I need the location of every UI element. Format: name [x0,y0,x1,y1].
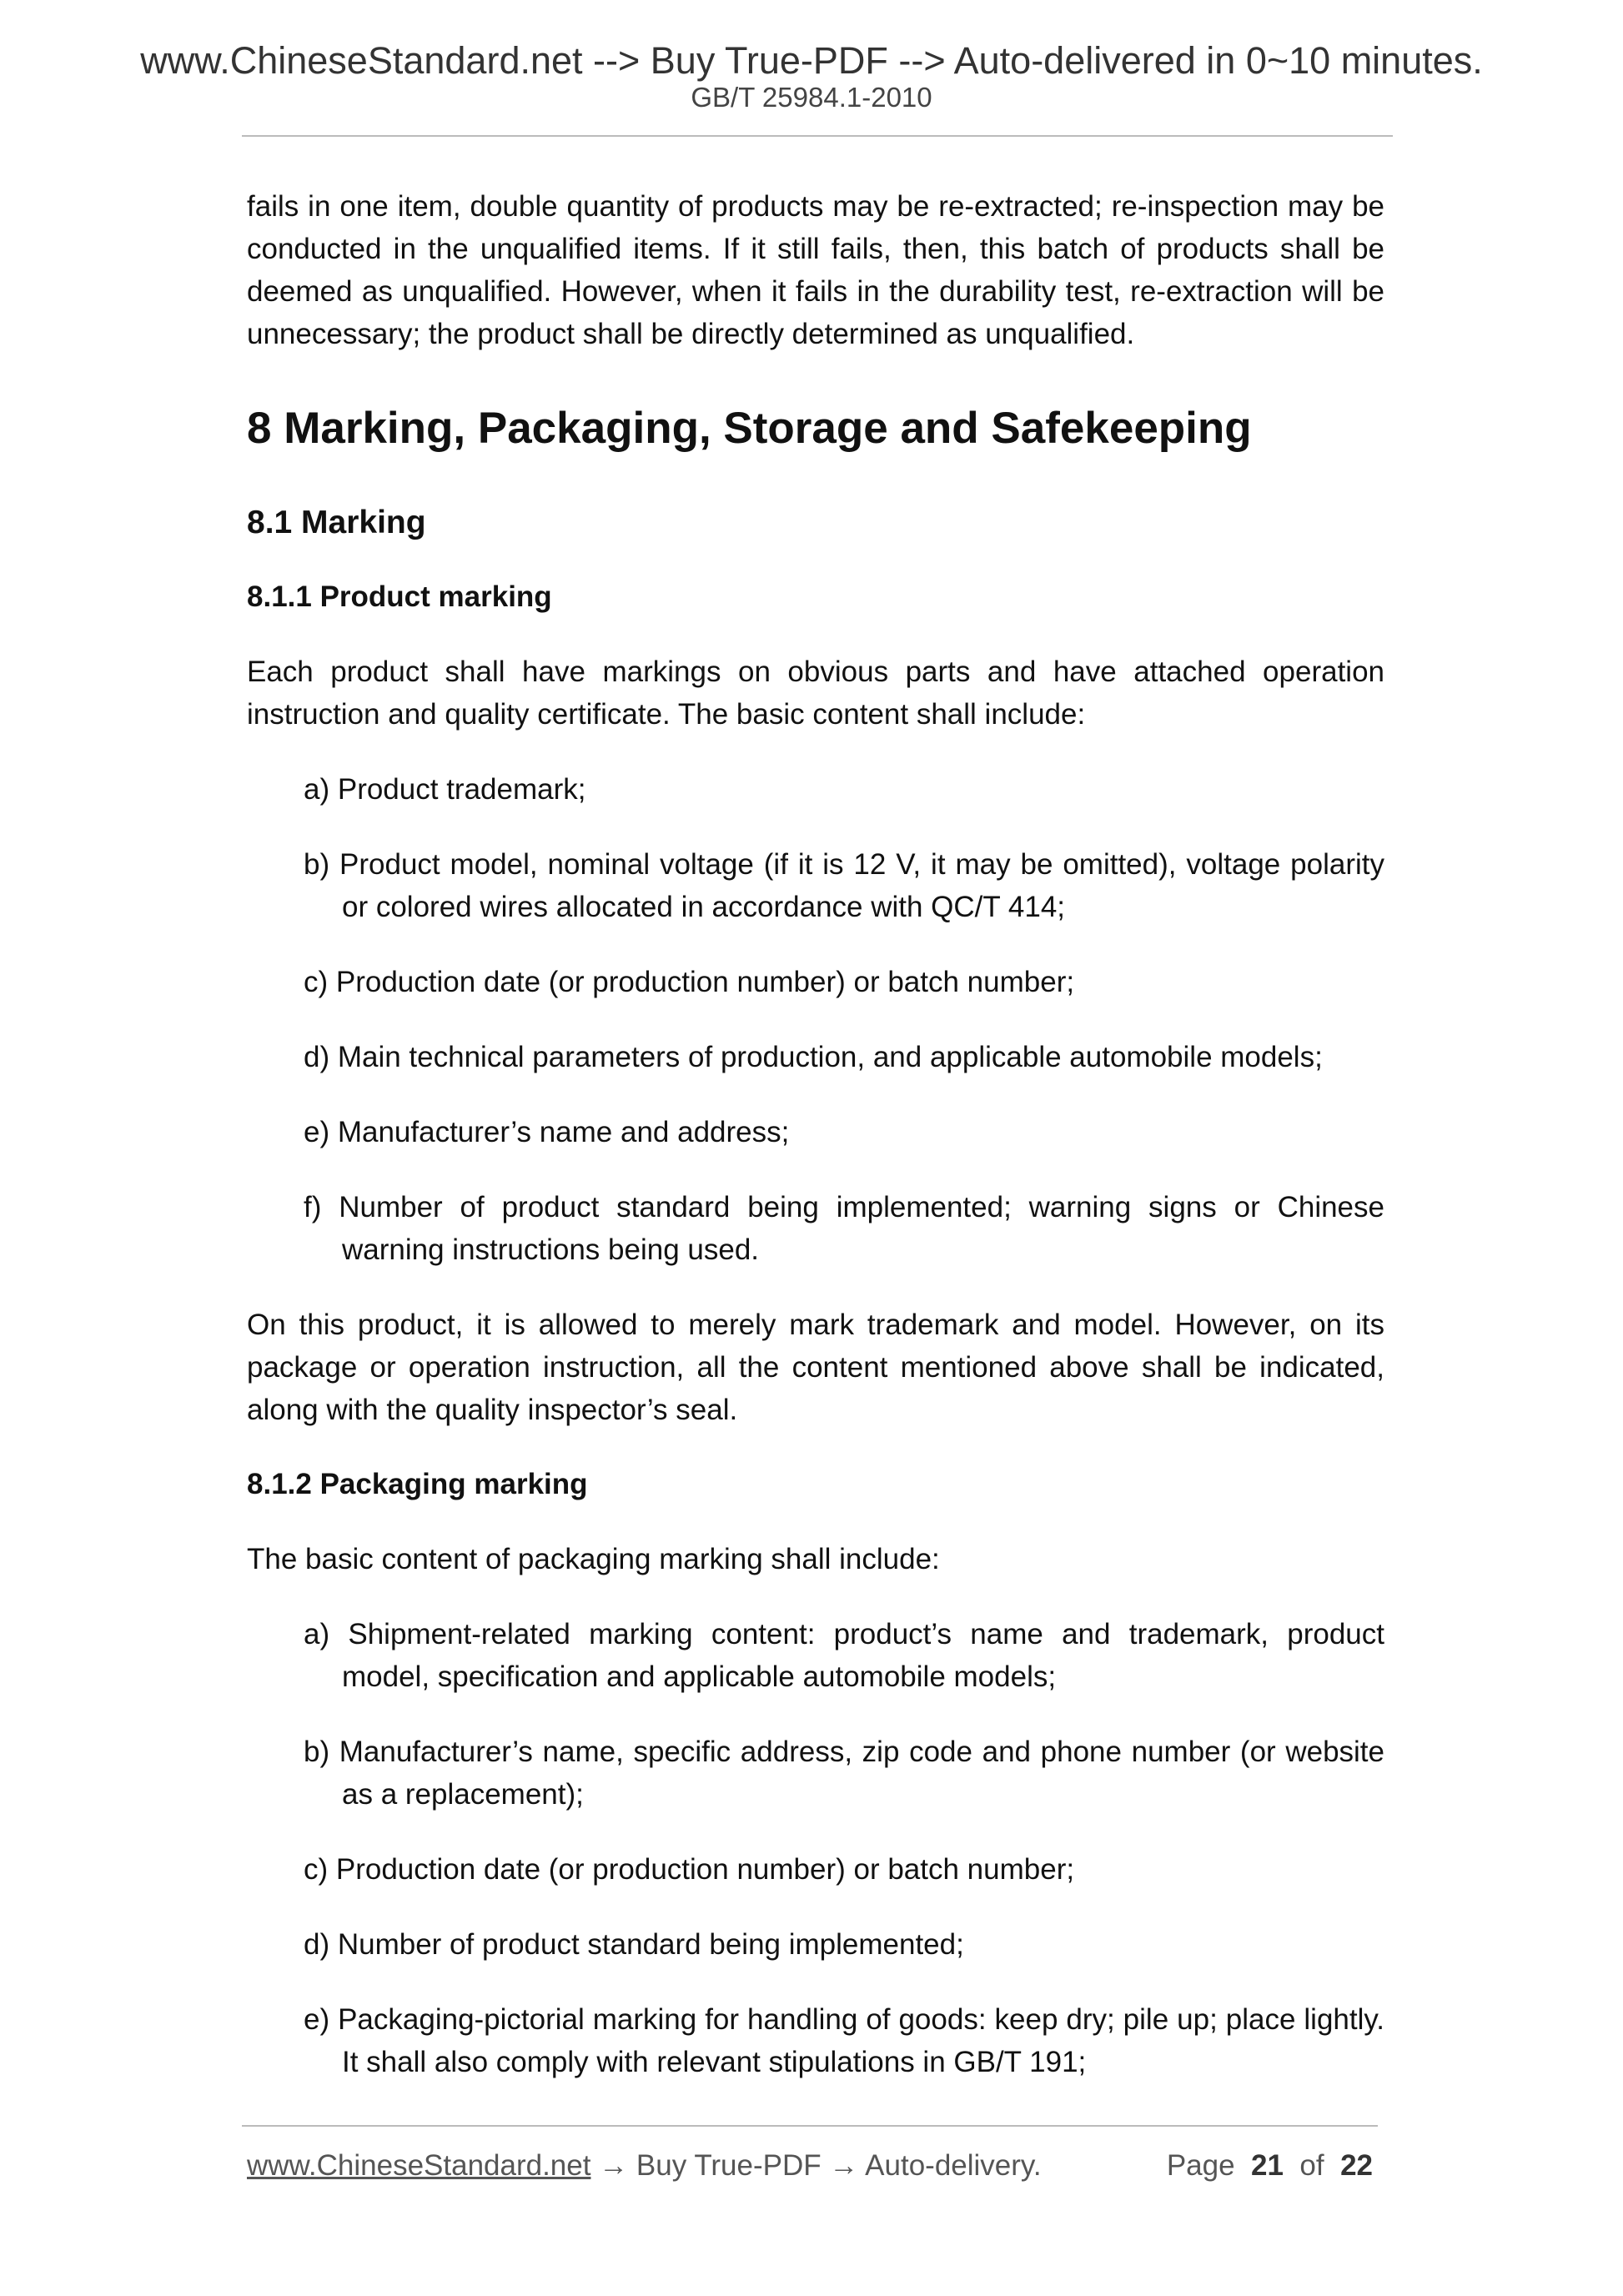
packaging-marking-intro: The basic content of packaging marking shall include: [247,1543,940,1575]
footer-site-link[interactable]: www.ChineseStandard.net [247,2149,591,2182]
page-label: Page [1166,2149,1235,2182]
page-content [247,185,1384,2083]
top-banner: www.ChineseStandard.net --> Buy True-PDF --> Auto-delivered in 0~10 minutes. [140,39,1483,82]
standard-code: GB/T 25984.1-2010 [691,82,932,113]
footer-divider [242,2125,1378,2127]
page-number [1167,2147,1373,2185]
section-8-1-1-heading: 8.1.1 Product marking [247,580,552,613]
list-item: a) Shipment-related marking content: product’s name and trademark, product model, specification and applicable automobile models; [304,1618,1384,1693]
list-item: a) Product trademark; [304,773,586,806]
page-footer [247,2147,1373,2185]
page-of: of [1299,2149,1324,2182]
section-8-1-2-heading: 8.1.2 Packaging marking [247,1468,588,1500]
product-marking-note: On this product, it is allowed to merely mark trademark and model. However, on its package or operation instruction, all the content mentioned above shall be indicated, along with the quality inspector’s seal. [247,1309,1384,1426]
product-marking-list [247,768,1384,1271]
section-8-1-heading: 8.1 Marking [247,505,426,540]
list-item: d) Number of product standard being implemented; [304,1928,964,1961]
list-item: e) Manufacturer’s name and address; [304,1116,790,1148]
packaging-marking-list [247,1613,1384,2083]
list-item: c) Production date (or production number) or batch number; [304,1853,1075,1886]
intro-paragraph: fails in one item, double quantity of products may be re-extracted; re-inspection may be conducted in the unqualified items. If it still fails, then, this batch of products shall be deemed as unqualified. However, when it fails in the durability test, re-extraction will be unnecessary; the product shall be directly determined as unqualified. [247,190,1384,350]
section-8-heading: 8 Marking, Packaging, Storage and Safekeeping [247,404,1252,453]
header-divider [242,135,1393,137]
product-marking-intro: Each product shall have markings on obvious parts and have attached operation instruction and quality certificate. The basic content shall include: [247,656,1384,731]
list-item: d) Main technical parameters of production, and applicable automobile models; [304,1041,1323,1073]
page-total: 22 [1340,2149,1373,2182]
footer-tagline: → Buy True-PDF → Auto-delivery. [590,2149,1042,2182]
page-current: 21 [1251,2149,1284,2182]
list-item: f) Number of product standard being implemented; warning signs or Chinese warning instructions being used. [304,1191,1384,1266]
list-item: b) Product model, nominal voltage (if it is 12 V, it may be omitted), voltage polarity or colored wires allocated in accordance with QC/T 414; [304,848,1384,923]
list-item: b) Manufacturer’s name, specific address, zip code and phone number (or website as a replacement); [304,1736,1384,1811]
list-item: e) Packaging-pictorial marking for handling of goods: keep dry; pile up; place lightly. It shall also comply with relevant stipulations in GB/T 191; [304,2003,1384,2078]
list-item: c) Production date (or production number) or batch number; [304,966,1075,998]
